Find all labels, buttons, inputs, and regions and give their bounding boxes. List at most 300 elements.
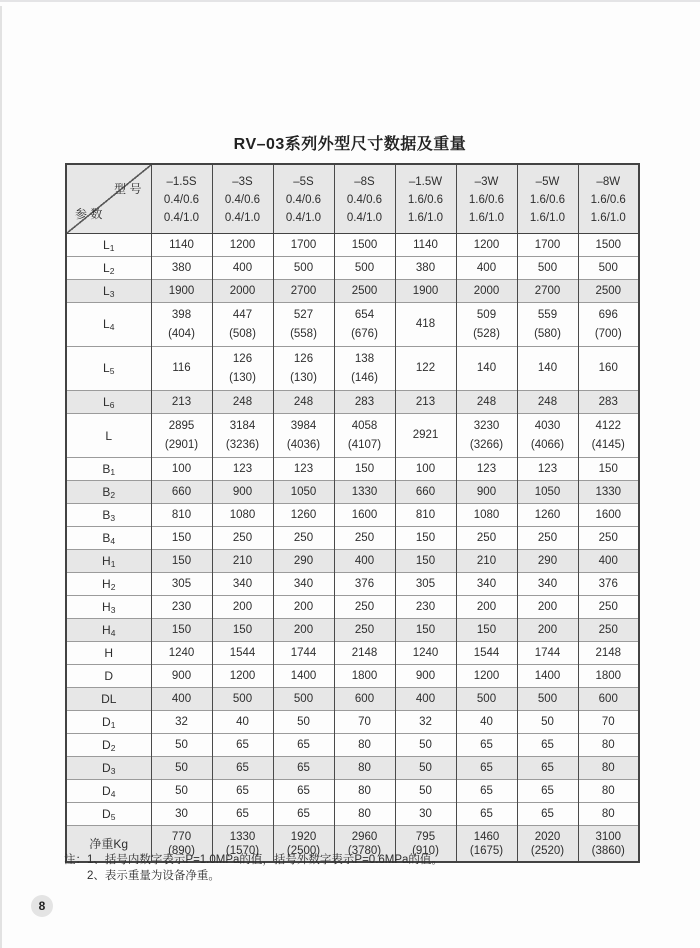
cell-value: 500 [354, 261, 375, 274]
cell-value: 250 [537, 531, 558, 544]
cell-value: 400 [415, 692, 436, 705]
value-cell [273, 780, 334, 803]
cell-value: 1080 [229, 508, 256, 521]
cell-value: 126 [232, 352, 253, 365]
row-label [66, 280, 151, 303]
value-cell [578, 711, 639, 734]
value-cell [334, 780, 395, 803]
value-cell [151, 391, 212, 414]
value-cell [456, 347, 517, 391]
cell-paren-value: (528) [473, 327, 500, 340]
table-row [66, 347, 639, 391]
value-cell [151, 734, 212, 757]
cell-value: 509 [476, 308, 497, 321]
value-cell [456, 391, 517, 414]
cell-value: 200 [537, 623, 558, 636]
cell-value: 400 [171, 692, 192, 705]
cell-value: 248 [537, 395, 558, 408]
model-header-cell [517, 164, 578, 234]
value-cell [395, 573, 456, 596]
cell-value: 1240 [168, 646, 195, 659]
cell-value: 150 [415, 554, 436, 567]
value-cell [334, 280, 395, 303]
value-cell [334, 803, 395, 826]
row-label-subscript: 2 [110, 742, 116, 753]
value-cell [334, 527, 395, 550]
cell-value: 290 [293, 554, 314, 567]
cell-value: 122 [415, 362, 436, 374]
value-cell [334, 619, 395, 642]
row-label-base: L [103, 394, 110, 409]
cell-value: 1200 [229, 669, 256, 682]
value-cell [578, 619, 639, 642]
value-cell [212, 596, 273, 619]
cell-paren-value: (4036) [286, 438, 321, 451]
cell-value: 80 [601, 738, 615, 751]
value-cell [456, 458, 517, 481]
value-cell [456, 280, 517, 303]
row-label-base: L [103, 260, 110, 275]
cell-value: 65 [480, 807, 493, 820]
value-cell [517, 596, 578, 619]
row-label-base: B [102, 530, 111, 545]
cell-value: 400 [354, 554, 375, 567]
row-label [66, 665, 151, 688]
cell-value: 305 [171, 577, 192, 590]
cell-value: 250 [354, 600, 375, 613]
cell-value: 1744 [290, 646, 317, 659]
cell-paren-value: (2500) [286, 844, 321, 857]
value-cell [578, 642, 639, 665]
page-top-edge [0, 0, 700, 2]
row-label [66, 527, 151, 550]
value-cell [578, 414, 639, 458]
cell-value: 1500 [595, 238, 622, 251]
cell-value: 500 [293, 261, 314, 274]
value-cell [212, 303, 273, 347]
value-cell [578, 504, 639, 527]
value-cell [212, 391, 273, 414]
cell-value: 150 [171, 623, 192, 636]
cell-value: 50 [541, 715, 554, 728]
cell-value: 500 [476, 692, 497, 705]
cell-value: 70 [358, 715, 371, 728]
cell-value: 3230 [473, 419, 500, 432]
value-cell [517, 665, 578, 688]
cell-value: 600 [354, 692, 375, 705]
value-cell [395, 780, 456, 803]
cell-paren-value: (508) [229, 327, 256, 340]
corner-cell [66, 164, 151, 234]
value-cell [334, 414, 395, 458]
table-header [66, 164, 639, 234]
cell-value: 3184 [229, 419, 256, 432]
footnote-line-1: 1、括号内数字表示P=1.0MPa的值，括号外数字表示P=0.6MPa的值。 [87, 854, 443, 866]
cell-value: 100 [171, 462, 192, 475]
value-cell [578, 780, 639, 803]
cell-paren-value: (3860) [591, 844, 625, 857]
model-pressure-2: 0.4/1.0 [224, 211, 261, 224]
cell-value: 210 [232, 554, 253, 567]
cell-value: 210 [476, 554, 497, 567]
row-label-base: D [104, 669, 114, 683]
row-label-base: D [102, 806, 111, 821]
value-cell [578, 596, 639, 619]
value-cell [273, 391, 334, 414]
value-cell [212, 665, 273, 688]
row-label [66, 596, 151, 619]
cell-value: 376 [354, 577, 375, 590]
row-label [66, 642, 151, 665]
cell-value: 150 [415, 531, 436, 544]
cell-value: 40 [236, 715, 249, 728]
value-cell [517, 642, 578, 665]
value-cell [517, 257, 578, 280]
cell-value: 250 [598, 600, 618, 613]
row-label-base: D [102, 714, 111, 729]
cell-value: 213 [171, 395, 192, 408]
value-cell [334, 234, 395, 257]
table-row [66, 257, 639, 280]
cell-value: 138 [354, 352, 375, 365]
value-cell [151, 642, 212, 665]
cell-value: 50 [175, 784, 188, 797]
cell-paren-value: (4145) [591, 438, 625, 451]
row-label-subscript: 5 [110, 811, 116, 822]
footnote-lines [87, 852, 443, 884]
value-cell [212, 780, 273, 803]
value-cell [517, 414, 578, 458]
cell-value: 80 [601, 784, 615, 797]
row-label-subscript: 1 [110, 719, 116, 730]
cell-value: 4030 [534, 419, 561, 432]
model-header-cell [273, 164, 334, 234]
row-label-subscript: 1 [109, 242, 115, 253]
cell-value: 65 [297, 738, 310, 751]
cell-value: 50 [297, 715, 310, 728]
cell-value: 1600 [351, 508, 378, 521]
value-cell [273, 757, 334, 780]
cell-paren-value: (1675) [469, 844, 504, 857]
row-label-subscript: 4 [109, 322, 115, 332]
model-pressure-2: 1.6/1.0 [407, 211, 444, 224]
value-cell [456, 596, 517, 619]
value-cell [456, 527, 517, 550]
row-label-base: L [103, 237, 110, 252]
cell-value: 150 [171, 531, 192, 544]
header-row [66, 164, 639, 234]
cell-value: 447 [232, 308, 253, 321]
value-cell [334, 596, 395, 619]
cell-value: 250 [354, 623, 375, 636]
cell-value: 1544 [473, 646, 500, 659]
value-cell [395, 550, 456, 573]
cell-value: 30 [419, 807, 432, 820]
cell-value: 250 [293, 531, 314, 544]
model-header-cell [334, 164, 395, 234]
row-label-base: D [102, 783, 111, 798]
row-label [66, 414, 151, 458]
cell-value: 500 [537, 692, 558, 705]
cell-value: 1900 [168, 284, 195, 297]
model-pressure-1: 0.4/0.6 [163, 193, 200, 206]
cell-paren-value: (910) [412, 844, 439, 857]
row-label [66, 711, 151, 734]
cell-value: 600 [598, 692, 618, 705]
value-cell [395, 757, 456, 780]
cell-paren-value: (890) [168, 844, 195, 857]
row-label-subscript: 2 [110, 489, 116, 500]
row-label-subscript: 3 [110, 604, 116, 615]
model-pressure-1: 0.4/0.6 [285, 193, 322, 206]
page-title: RV–03系列外型尺寸数据及重量 [233, 135, 467, 153]
value-cell [273, 550, 334, 573]
cell-value: 123 [293, 462, 314, 475]
value-cell [151, 527, 212, 550]
value-cell [395, 347, 456, 391]
cell-value: 30 [175, 807, 188, 820]
cell-value: 1200 [229, 238, 256, 251]
model-pressure-1: 1.6/0.6 [407, 193, 444, 206]
cell-value: 527 [293, 308, 314, 321]
model-pressure-1: 1.6/0.6 [468, 193, 505, 206]
value-cell [212, 234, 273, 257]
cell-value: 65 [541, 807, 554, 820]
table-row [66, 458, 639, 481]
cell-value: 2500 [351, 284, 378, 297]
value-cell [517, 688, 578, 711]
value-cell [273, 596, 334, 619]
cell-value: 80 [358, 807, 371, 820]
corner-model-label: 型 号 [114, 182, 142, 196]
value-cell [517, 803, 578, 826]
model-name: –3W [474, 175, 499, 188]
row-label-subscript: 4 [110, 627, 116, 638]
cell-value: 116 [172, 362, 191, 374]
table-body [66, 234, 639, 863]
model-pressure-2: 0.4/1.0 [285, 211, 322, 224]
cell-value: 50 [419, 784, 432, 797]
cell-value: 500 [293, 692, 314, 705]
value-cell [334, 550, 395, 573]
cell-value: 4058 [351, 419, 378, 432]
row-label-base: 净重Kg [89, 837, 129, 851]
cell-value: 1080 [473, 508, 500, 521]
table-row [66, 642, 639, 665]
row-label-base: H [102, 599, 111, 614]
row-label-subscript: 3 [110, 765, 116, 776]
value-cell [212, 347, 273, 391]
cell-value: 65 [541, 738, 554, 751]
value-cell [395, 734, 456, 757]
cell-value: 1900 [412, 284, 439, 297]
value-cell [456, 665, 517, 688]
cell-value: 900 [415, 669, 436, 682]
cell-value: 900 [171, 669, 192, 682]
row-label [66, 481, 151, 504]
value-cell [395, 596, 456, 619]
model-pressure-2: 1.6/1.0 [529, 211, 566, 224]
dimension-table [65, 163, 640, 863]
cell-value: 123 [537, 462, 558, 475]
cell-value: 32 [175, 715, 188, 728]
cell-value: 80 [601, 761, 615, 774]
value-cell [151, 619, 212, 642]
cell-value: 250 [598, 623, 618, 636]
value-cell [578, 391, 639, 414]
value-cell [395, 642, 456, 665]
cell-paren-value: (3236) [225, 438, 260, 451]
value-cell [395, 688, 456, 711]
value-cell [395, 458, 456, 481]
value-cell [395, 803, 456, 826]
table-row [66, 280, 639, 303]
model-header-cell [456, 164, 517, 234]
cell-value: 1400 [534, 669, 561, 682]
value-cell [212, 504, 273, 527]
table-row [66, 573, 639, 596]
value-cell [578, 481, 639, 504]
value-cell [456, 481, 517, 504]
value-cell [334, 504, 395, 527]
table-row [66, 481, 639, 504]
value-cell [273, 303, 334, 347]
row-label-base: DL [101, 692, 117, 706]
cell-value: 150 [415, 623, 436, 636]
cell-value: 2000 [473, 284, 500, 297]
row-label [66, 780, 151, 803]
value-cell [395, 504, 456, 527]
cell-value: 250 [598, 531, 618, 544]
cell-value: 126 [293, 352, 314, 365]
page-number-badge: 8 [31, 895, 53, 917]
model-header-cell [151, 164, 212, 234]
cell-value: 250 [354, 531, 375, 544]
corner-param-label: 参 数 [75, 207, 103, 221]
row-label [66, 234, 151, 257]
value-cell [395, 303, 456, 347]
table-row [66, 780, 639, 803]
cell-value: 1200 [473, 669, 500, 682]
value-cell [334, 347, 395, 391]
cell-paren-value: (3780) [347, 844, 382, 857]
value-cell [456, 414, 517, 458]
value-cell [273, 619, 334, 642]
cell-value: 1800 [595, 669, 622, 682]
cell-value: 3100 [595, 830, 622, 843]
row-label [66, 757, 151, 780]
cell-value: 150 [598, 462, 618, 475]
cell-value: 400 [598, 554, 618, 567]
value-cell [456, 303, 517, 347]
cell-value: 2000 [229, 284, 256, 297]
cell-value: 50 [419, 761, 432, 774]
model-name: –8S [354, 175, 375, 188]
cell-value: 65 [236, 761, 249, 774]
value-cell [334, 573, 395, 596]
cell-value: 200 [537, 600, 558, 613]
value-cell [334, 711, 395, 734]
value-cell [334, 734, 395, 757]
value-cell [273, 734, 334, 757]
cell-paren-value: (130) [290, 371, 317, 384]
cell-paren-value: (2520) [530, 844, 565, 857]
cell-value: 305 [415, 577, 436, 590]
row-label-subscript: 2 [110, 581, 116, 592]
value-cell [212, 803, 273, 826]
cell-value: 65 [297, 784, 310, 797]
cell-value: 1700 [534, 238, 561, 251]
cell-value: 50 [175, 761, 188, 774]
cell-value: 200 [232, 600, 253, 613]
value-cell [517, 734, 578, 757]
value-cell [395, 619, 456, 642]
value-cell [212, 757, 273, 780]
cell-value: 65 [541, 784, 554, 797]
cell-value: 1140 [413, 238, 438, 251]
value-cell [456, 803, 517, 826]
value-cell [517, 711, 578, 734]
value-cell [212, 688, 273, 711]
value-cell [151, 596, 212, 619]
value-cell [334, 257, 395, 280]
value-cell [212, 550, 273, 573]
value-cell [578, 665, 639, 688]
cell-value: 1050 [534, 485, 561, 498]
cell-value: 380 [415, 261, 436, 274]
row-label-base: H [102, 576, 111, 591]
value-cell [273, 347, 334, 391]
cell-value: 2960 [351, 830, 378, 843]
cell-value: 123 [232, 462, 253, 475]
value-cell [578, 550, 639, 573]
value-cell [578, 347, 639, 391]
value-cell [334, 665, 395, 688]
value-cell [212, 642, 273, 665]
model-name: –3S [232, 175, 253, 188]
value-cell [334, 688, 395, 711]
value-cell [151, 550, 212, 573]
value-cell [517, 280, 578, 303]
value-cell [212, 481, 273, 504]
value-cell [395, 414, 456, 458]
row-label [66, 504, 151, 527]
model-name: –1.5W [408, 175, 443, 188]
cell-paren-value: (558) [290, 327, 317, 340]
model-name: –5W [535, 175, 560, 188]
row-label-base: D [102, 737, 111, 752]
row-label-base: H [102, 622, 111, 637]
cell-value: 80 [358, 738, 371, 751]
cell-value: 1500 [351, 238, 378, 251]
value-cell [456, 234, 517, 257]
cell-paren-value: (3266) [469, 438, 504, 451]
cell-value: 248 [293, 395, 314, 408]
row-label [66, 391, 151, 414]
row-label-base: H [104, 646, 114, 660]
value-cell [151, 234, 212, 257]
cell-value: 795 [415, 830, 436, 843]
value-cell [151, 573, 212, 596]
value-cell [212, 711, 273, 734]
value-cell [334, 481, 395, 504]
cell-paren-value: (146) [351, 371, 378, 384]
table-row [66, 303, 639, 347]
table-row [66, 414, 639, 458]
cell-value: 559 [537, 308, 558, 321]
cell-value: 140 [476, 362, 497, 374]
cell-value: 1260 [290, 508, 317, 521]
